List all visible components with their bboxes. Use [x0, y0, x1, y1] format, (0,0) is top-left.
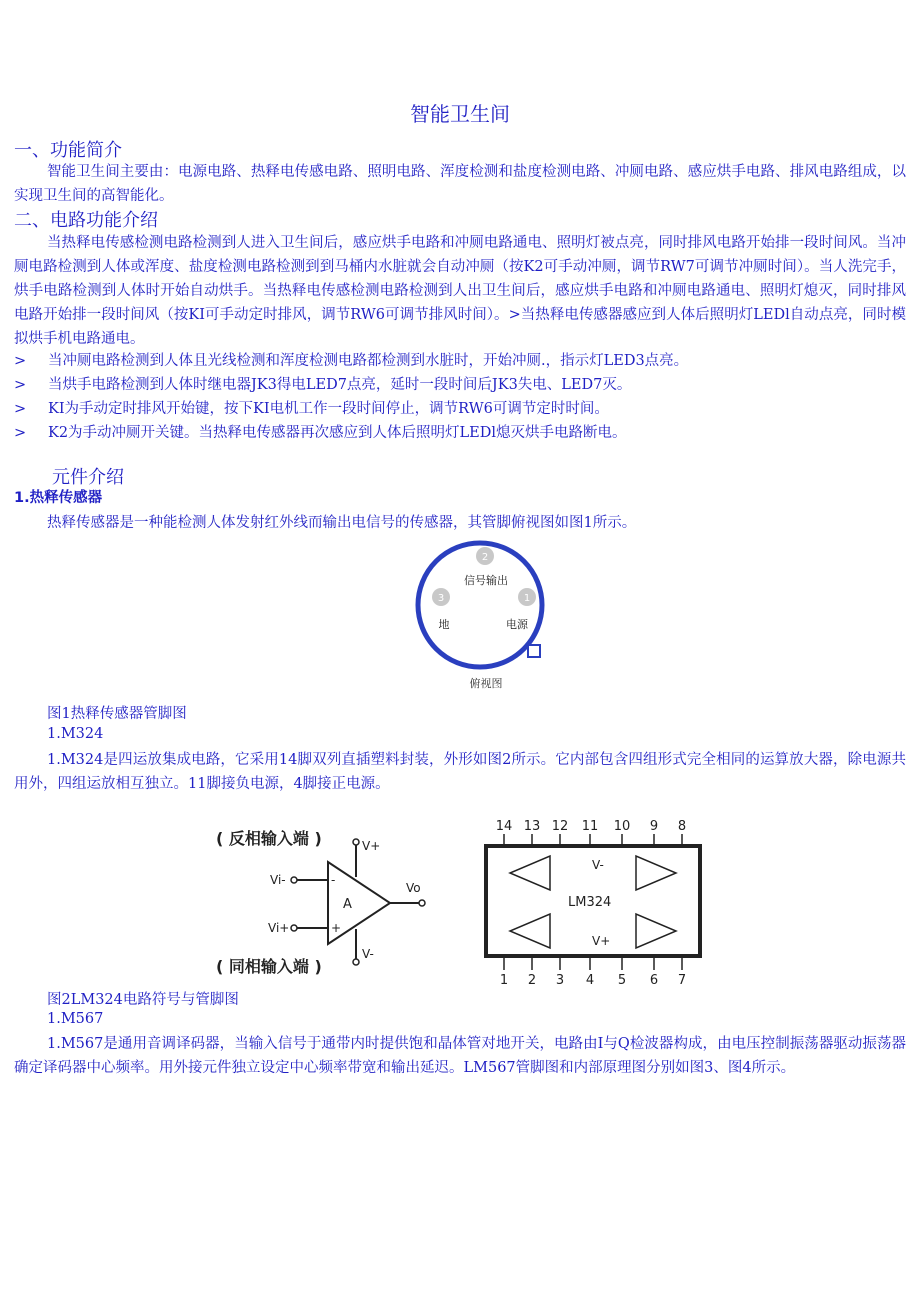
- chip-name-label: LM324: [568, 895, 612, 910]
- bullet-item: [14, 421, 627, 445]
- vplus-label: V+: [362, 839, 381, 853]
- section-heading-intro: 一、功能简介: [14, 140, 122, 161]
- power-label: 电源: [506, 618, 528, 631]
- op-amp-symbol-figure: [212, 822, 444, 980]
- subsection-heading-pir: 1.热释传感器: [14, 490, 103, 506]
- m567-heading: 1.M567: [47, 1011, 104, 1027]
- figure-2-caption: 图2LM324电路符号与管脚图: [47, 992, 239, 1008]
- bullet-text: 当冲厕电路检测到人体且光线检测和浑度检测电路都检测到水脏时，开始冲厕.，指示灯LED3点亮。: [48, 353, 689, 369]
- chip-vplus-label: V+: [592, 934, 611, 948]
- bullet-marker: >: [14, 401, 27, 417]
- bullet-marker: >: [14, 353, 27, 369]
- vo-label: Vo: [406, 881, 421, 895]
- pir-description: 热释传感器是一种能检测人体发射红外线而输出电信号的传感器，其管脚俯视图如图1所示。: [47, 515, 637, 531]
- pin-3-number: 3: [437, 593, 445, 604]
- vi-minus-label: Vi-: [270, 873, 286, 887]
- vi-minus-terminal: [291, 877, 297, 883]
- bullet-text: 当烘手电路检测到人体时继电器JK3得电LED7点亮，延时一段时间后JK3失电、LED7灭。: [48, 377, 632, 393]
- bullet-item: [14, 373, 631, 397]
- section-heading-components: 元件介绍: [52, 467, 124, 488]
- vo-terminal: [419, 900, 425, 906]
- sensor-tab: [528, 645, 540, 657]
- section-heading-circuit: 二、电路功能介绍: [14, 210, 158, 231]
- bullet-text: K2为手动冲厕开关键。当热释电传感器再次感应到人体后照明灯LEDl熄灭烘手电路断电。: [48, 425, 627, 441]
- noninverting-input-label: ( 同相输入端 ): [216, 957, 322, 976]
- signal-output-label: 信号输出: [464, 574, 508, 587]
- pin-1-number: 1: [523, 593, 531, 604]
- m324-description: 1.M324是四运放集成电路，它采用14脚双列直插塑料封装，外形如图2所示。它内部包含四组形式完全相同的运算放大器，除电源共用外，四组运放相互独立。11脚接负电源，4脚接正电源。: [14, 752, 906, 792]
- vminus-label: V-: [362, 947, 374, 961]
- section-intro-body: 智能卫生间主要由：电源电路、热释电传感电路、照明电路、浑度检测和盐度检测电路、冲厕电路、感应烘手电路、排风电路组成，以实现卫生间的高智能化。: [14, 164, 906, 204]
- top-pin-number: 11: [581, 819, 599, 834]
- bottom-pin-number: 2: [527, 973, 537, 988]
- bullet-item: [14, 349, 688, 373]
- vplus-terminal: [353, 839, 359, 845]
- top-pin-number: 12: [551, 819, 569, 834]
- vi-plus-label: Vi+: [268, 921, 290, 935]
- bottom-pin-number: 5: [617, 973, 627, 988]
- amplifier-letter: A: [343, 897, 352, 912]
- inverting-input-label: ( 反相输入端 ): [216, 829, 322, 848]
- lm324-pinout-figure: [484, 812, 708, 988]
- bullet-text: KI为手动定时排风开始键，按下KI电机工作一段时间停止，调节RW6可调节定时时间。: [48, 401, 609, 417]
- m567-description: 1.M567是通用音调译码器，当输入信号于通带内时提供饱和晶体管对地开关，电路由I与Q检波器构成，由电压控制振荡器驱动振荡器确定译码器中心频率。用外接元件独立设定中心频率带宽和输出延迟。LM567管脚图和内部原理图分别如图3、图4所示。: [14, 1036, 906, 1076]
- top-view-label: 俯视图: [469, 677, 503, 690]
- document-title: 智能卫生间: [410, 102, 510, 126]
- top-pin-number: 13: [523, 819, 541, 834]
- bottom-pin-number: 3: [555, 973, 565, 988]
- bottom-pin-number: 4: [585, 973, 595, 988]
- m324-heading: 1.M324: [47, 726, 104, 742]
- bullet-item: [14, 397, 609, 421]
- bottom-pin-number: 7: [677, 973, 687, 988]
- vi-plus-terminal: [291, 925, 297, 931]
- top-pin-number: 14: [495, 819, 513, 834]
- minus-sign: -: [331, 873, 336, 887]
- top-pin-number: 10: [613, 819, 631, 834]
- pin-2-number: 2: [481, 552, 489, 563]
- pir-pinout-figure: [408, 533, 556, 693]
- plus-sign: +: [331, 921, 342, 935]
- bullet-marker: >: [14, 377, 27, 393]
- top-pin-number: 9: [649, 819, 659, 834]
- vminus-terminal: [353, 959, 359, 965]
- bottom-pin-number: 1: [499, 973, 509, 988]
- bottom-pin-number: 6: [649, 973, 659, 988]
- section-circuit-body: 当热释电传感检测电路检测到人进入卫生间后，感应烘手电路和冲厕电路通电、照明灯被点亮，同时排风电路开始排一段时间风。当冲厕电路检测到人体或浑度、盐度检测电路检测到到马桶内水脏就会自动冲厕（按K2可手动冲厕，调节RW7可调节冲厕时间）。当人洗完手，烘手电路检测到人体时开始自动烘手。当热释电传感检测电路检测到人出卫生间后，感应烘手电路和冲厕电路通电、照明灯熄灭，同时排风电路开始排一段时间风（按KI可手动定时排风，调节RW6可调节排风时间）。>当热释电传感器感应到人体后照明灯LEDl自动点亮，同时模拟烘手机电路通电。: [14, 235, 906, 347]
- figure-1-caption: 图1热释传感器管脚图: [47, 706, 187, 722]
- ground-label: 地: [438, 618, 450, 631]
- top-pin-number: 8: [677, 819, 687, 834]
- chip-vminus-label: V-: [592, 858, 604, 872]
- bullet-marker: >: [14, 425, 27, 441]
